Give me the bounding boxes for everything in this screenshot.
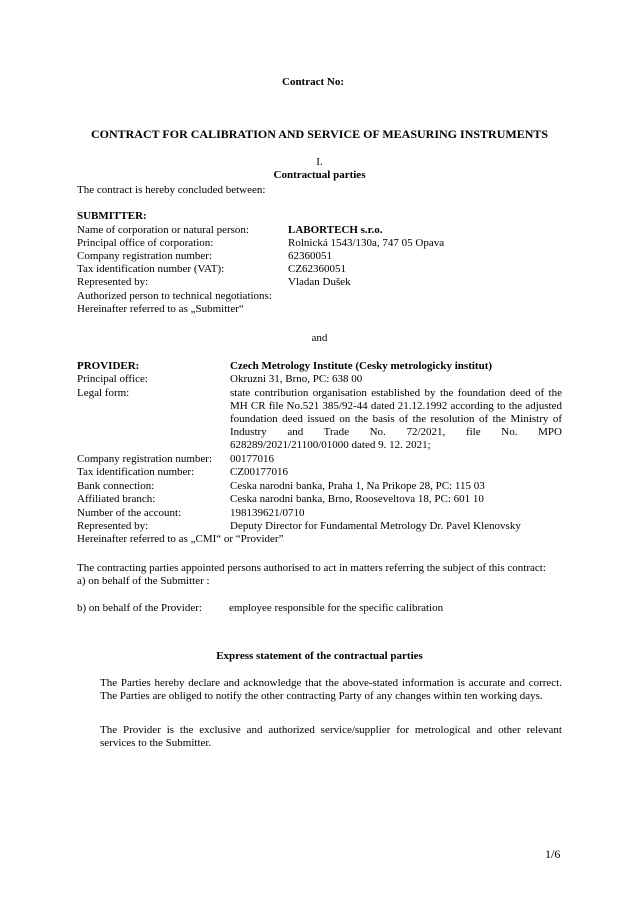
section-heading: Contractual parties: [273, 169, 366, 181]
provider-value: 198139621/0710: [230, 507, 305, 519]
section-intro: The contract is hereby concluded between:: [77, 184, 266, 196]
section-number: I.: [316, 156, 323, 168]
legal-form-text: state contribution organisation established by the foundation deed of the MH CR file No.521 385/92-44 dated 21.12.1992 according to the adjusted foundation deed issued on the basis of the resolution of the Ministry of Industry and Trade No. 72/2021, file No. MPO: [230, 387, 562, 438]
provider-value: Okruzni 31, Brno, PC: 638 00: [230, 373, 363, 385]
provider-label: Bank connection:: [77, 480, 155, 492]
submitter-label: Tax identification number (VAT):: [77, 263, 225, 275]
express-paragraph-1: The Parties hereby declare and acknowledge that the above-stated information is accurate and correct. The Parties are obliged to notify the other contracting Party of any changes within ten working days.: [100, 677, 562, 702]
provider-name: Czech Metrology Institute (Cesky metrologicky institut): [230, 360, 493, 372]
page-number: 1/6: [545, 847, 561, 861]
express-heading: Express statement of the contractual parties: [216, 650, 423, 662]
provider-value: 00177016: [230, 453, 274, 465]
express-paragraph-2: The Provider is the exclusive and authorized service/supplier for metrological and other relevant services to the Submitter.: [100, 724, 562, 749]
submitter-label: Authorized person to technical negotiations:: [77, 290, 272, 302]
submitter-value: 62360051: [288, 250, 332, 262]
provider-label: Number of the account:: [77, 507, 182, 519]
and-text: and: [311, 332, 328, 344]
submitter-value: LABORTECH s.r.o.: [288, 224, 383, 236]
submitter-value: Rolnická 1543/130a, 747 05 Opava: [288, 237, 445, 249]
provider-referred: Hereinafter referred to as „CMI“ or “Provider”: [77, 533, 284, 545]
provider-label: Represented by:: [77, 520, 149, 532]
submitter-label: Hereinafter referred to as „Submitter“: [77, 303, 244, 315]
submitter-label: Principal office of corporation:: [77, 237, 214, 249]
submitter-heading: SUBMITTER:: [77, 210, 147, 222]
provider-heading: PROVIDER:: [77, 360, 140, 372]
provider-label: Principal office:: [77, 373, 148, 385]
provider-label: Tax identification number:: [77, 466, 195, 478]
provider-label: Legal form:: [77, 387, 130, 399]
submitter-value: Vladan Dušek: [288, 276, 351, 288]
authorised-provider-value: employee responsible for the specific calibration: [229, 602, 444, 614]
provider-value: Ceska narodni banka, Praha 1, Na Prikope 28, PC: 115 03: [230, 480, 485, 492]
provider-label: Affiliated branch:: [77, 493, 156, 505]
document-title: CONTRACT FOR CALIBRATION AND SERVICE OF MEASURING INSTRUMENTS: [90, 127, 549, 141]
provider-value: Deputy Director for Fundamental Metrology Dr. Pavel Klenovsky: [230, 520, 521, 532]
submitter-label: Name of corporation or natural person:: [77, 224, 249, 236]
contract-number: Contract No:: [282, 76, 345, 88]
provider-value: Ceska narodni banka, Brno, Rooseveltova 18, PC: 601 10: [230, 493, 484, 505]
provider-label: Company registration number:: [77, 453, 213, 465]
legal-form-text-end: 628289/2021/21100/01000 dated 9. 12. 2021;: [230, 439, 431, 451]
submitter-label: Represented by:: [77, 276, 149, 288]
submitter-label: Company registration number:: [77, 250, 213, 262]
authorised-intro: The contracting parties appointed persons authorised to act in matters referring the subject of this contract:: [77, 562, 546, 574]
submitter-value: CZ62360051: [288, 263, 347, 275]
authorised-submitter: a) on behalf of the Submitter :: [77, 575, 210, 587]
provider-value: CZ00177016: [230, 466, 289, 478]
authorised-provider-label: b) on behalf of the Provider:: [77, 602, 202, 614]
